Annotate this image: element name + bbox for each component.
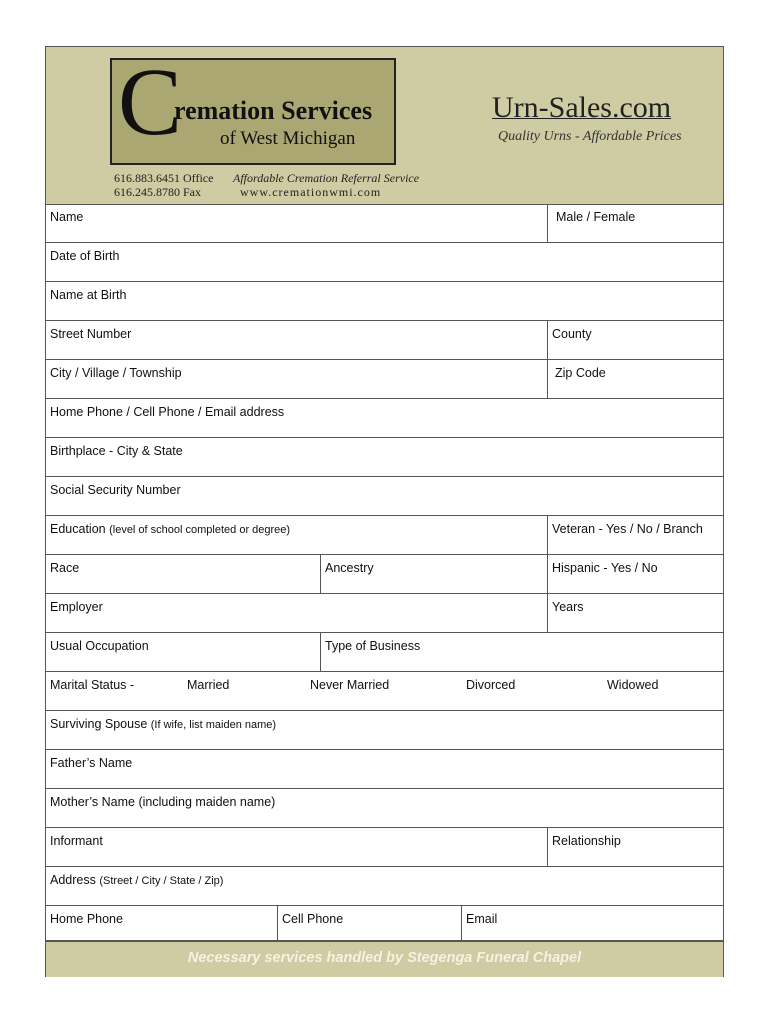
- marital-status-field: [46, 672, 723, 710]
- phone-fax: 616.245.8780 Fax: [114, 185, 201, 199]
- marital-status-label: Marital Status -: [50, 678, 135, 692]
- logo-subtitle: of West Michigan: [220, 128, 356, 149]
- row-address: [46, 867, 723, 906]
- marital-option-divorced[interactable]: Divorced: [466, 678, 516, 692]
- mother-field[interactable]: [46, 789, 723, 827]
- row-mother: [46, 789, 723, 828]
- form-footer: [46, 941, 723, 977]
- name-label: Name: [50, 210, 84, 224]
- ancestry-field[interactable]: [320, 555, 547, 593]
- row-employer: [46, 594, 723, 633]
- mother-label: Mother’s Name (including maiden name): [50, 795, 276, 809]
- contact-label: Home Phone / Cell Phone / Email address: [50, 405, 285, 419]
- row-ssn: [46, 477, 723, 516]
- education-title: Education: [50, 522, 106, 536]
- birthplace-field[interactable]: [46, 438, 723, 476]
- referral-tagline: Affordable Cremation Referral Service: [233, 171, 420, 185]
- sex-field[interactable]: [547, 204, 723, 242]
- spouse-title: Surviving Spouse: [50, 717, 148, 731]
- employer-field[interactable]: [46, 594, 547, 632]
- phone-office: 616.883.6451 Office: [114, 171, 214, 185]
- email-label: Email: [466, 912, 498, 926]
- hispanic-field[interactable]: [547, 555, 723, 593]
- education-note: (level of school completed or degree): [109, 524, 291, 536]
- hispanic-label: Hispanic - Yes / No: [552, 561, 658, 575]
- occupation-field[interactable]: [46, 633, 320, 671]
- row-father: [46, 750, 723, 789]
- row-marital-status: [46, 672, 723, 711]
- row-phones: [46, 906, 723, 941]
- spouse-note: (If wife, list maiden name): [150, 719, 277, 731]
- row-city: [46, 360, 723, 399]
- footer-text: Necessary services handled by Stegenga Funeral Chapel: [187, 950, 582, 966]
- address-field[interactable]: [46, 867, 723, 905]
- form-header: [46, 47, 723, 205]
- cremation-form: [45, 46, 724, 977]
- ssn-field[interactable]: [46, 477, 723, 515]
- spouse-label: [50, 717, 276, 731]
- row-birthplace: [46, 438, 723, 477]
- row-occupation: [46, 633, 723, 672]
- education-label: [50, 522, 290, 536]
- address-note: (Street / City / State / Zip): [99, 875, 224, 887]
- ancestry-label: Ancestry: [325, 561, 374, 575]
- race-label: Race: [50, 561, 80, 575]
- dob-label: Date of Birth: [50, 249, 120, 263]
- street-field[interactable]: [46, 321, 547, 359]
- row-contact: [46, 399, 723, 438]
- logo-initial: C: [118, 48, 183, 155]
- city-field[interactable]: [46, 360, 547, 398]
- spouse-field[interactable]: [46, 711, 723, 749]
- marital-option-never-married[interactable]: Never Married: [310, 678, 390, 692]
- row-informant: [46, 828, 723, 867]
- name-at-birth-label: Name at Birth: [50, 288, 127, 302]
- father-field[interactable]: [46, 750, 723, 788]
- website-link[interactable]: www.cremationwmi.com: [240, 185, 382, 199]
- county-label: County: [552, 327, 592, 341]
- employer-label: Employer: [50, 600, 103, 614]
- row-spouse: [46, 711, 723, 750]
- logo-title: remation Services: [174, 96, 373, 125]
- veteran-field[interactable]: [547, 516, 723, 554]
- business-label: Type of Business: [325, 639, 421, 653]
- marital-option-widowed[interactable]: Widowed: [607, 678, 659, 692]
- urn-sales-title[interactable]: Urn-Sales.com: [492, 91, 672, 124]
- cremation-services-logo: [110, 48, 396, 165]
- cell-phone-field[interactable]: [277, 906, 461, 940]
- marital-option-married[interactable]: Married: [187, 678, 230, 692]
- email-field[interactable]: [461, 906, 723, 940]
- row-dob: [46, 243, 723, 282]
- sex-label: Male / Female: [556, 210, 636, 224]
- address-title: Address: [50, 873, 96, 887]
- zip-label: Zip Code: [555, 366, 606, 380]
- name-at-birth-field[interactable]: [46, 282, 723, 320]
- business-field[interactable]: [320, 633, 723, 671]
- father-label: Father’s Name: [50, 756, 133, 770]
- informant-label: Informant: [50, 834, 103, 848]
- row-race: [46, 555, 723, 594]
- years-field[interactable]: [547, 594, 723, 632]
- address-label: [50, 873, 223, 887]
- name-field[interactable]: [46, 204, 547, 242]
- county-field[interactable]: [547, 321, 723, 359]
- street-label: Street Number: [50, 327, 132, 341]
- row-name: [46, 204, 723, 243]
- education-field[interactable]: [46, 516, 547, 554]
- contact-field[interactable]: [46, 399, 723, 437]
- veteran-label: Veteran - Yes / No / Branch: [552, 522, 703, 536]
- city-label: City / Village / Township: [50, 366, 182, 380]
- urn-sales-tagline: Quality Urns - Affordable Prices: [498, 129, 682, 144]
- home-phone-field[interactable]: [46, 906, 277, 940]
- informant-field[interactable]: [46, 828, 547, 866]
- years-label: Years: [552, 600, 584, 614]
- zip-field[interactable]: [547, 360, 723, 398]
- ssn-label: Social Security Number: [50, 483, 181, 497]
- occupation-label: Usual Occupation: [50, 639, 149, 653]
- relationship-field[interactable]: [547, 828, 723, 866]
- relationship-label: Relationship: [552, 834, 621, 848]
- dob-field[interactable]: [46, 243, 723, 281]
- home-phone-label: Home Phone: [50, 912, 123, 926]
- row-name-at-birth: [46, 282, 723, 321]
- race-field[interactable]: [46, 555, 320, 593]
- birthplace-label: Birthplace - City & State: [50, 444, 183, 458]
- row-education: [46, 516, 723, 555]
- cell-phone-label: Cell Phone: [282, 912, 344, 926]
- row-street: [46, 321, 723, 360]
